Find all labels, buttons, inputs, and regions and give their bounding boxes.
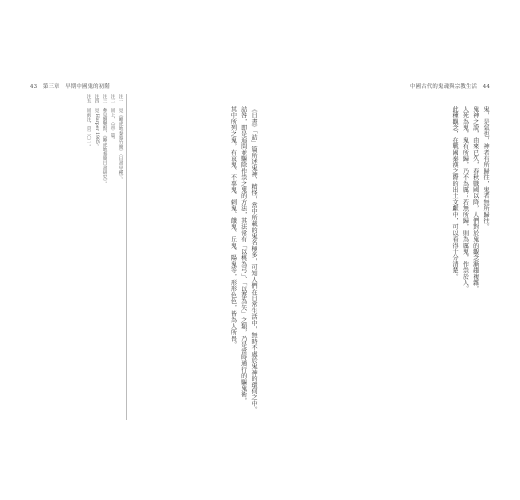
footnote: 注一 見《睡虎地秦墓竹簡》〈日書甲種〉。 — [118, 94, 123, 182]
left-page — [30, 82, 258, 420]
footnotes — [30, 94, 124, 420]
right-page — [262, 82, 490, 420]
paragraph: 此種觀念，在戰國秦漢之際的出土文獻中，可以看得十分清楚。 — [451, 106, 459, 280]
footnote: 注四 見 Harper 1985。 — [94, 94, 99, 149]
paragraph: 詰咎，即是追問並驅除作祟之鬼的方法，其法常有「以桃為弓」、「以葦為矢」之類，乃是當時通行的驅鬼術。 — [239, 106, 247, 404]
body-text-left — [130, 94, 258, 420]
footnote-divider — [126, 94, 127, 420]
body-text-right — [262, 94, 490, 420]
footnote: 注三 參見劉樂賢，《睡虎地秦簡日書研究》。 — [102, 94, 107, 186]
paragraph: 鬼神之說，由來已久，春秋戰國以降，人們對於鬼的觀念漸趨複雜。 — [471, 106, 479, 293]
footnote: 注五 同前注，頁二〇一。 — [86, 94, 91, 150]
footnote: 注二 同上，〈詰〉篇。 — [110, 94, 115, 143]
paragraph: 人死為鬼，鬼有所歸，乃不為厲；若無所歸，則為厲鬼，作祟於人。 — [461, 106, 469, 293]
block-quote: 鬼，是氣也，神者有所歸往，鬼者無所歸往。 — [482, 106, 489, 231]
running-head-left: 43 第三章 早期中國鬼的初階 — [30, 84, 110, 90]
paragraph: 其中所列之鬼，有哀鬼、不辜鬼、刺鬼、餓鬼、丘鬼、陽鬼等，形形色色，皆為人所畏。 — [229, 106, 237, 348]
paragraph: 《日書》「詰」篇所述鬼神、精怪，當中所載的鬼名極多，可知人們在日常生活中，無時不處於鬼神的環伺之中。 — [250, 106, 257, 414]
running-head-right: 中國古代的鬼魂與宗教生活 44 — [410, 84, 490, 90]
